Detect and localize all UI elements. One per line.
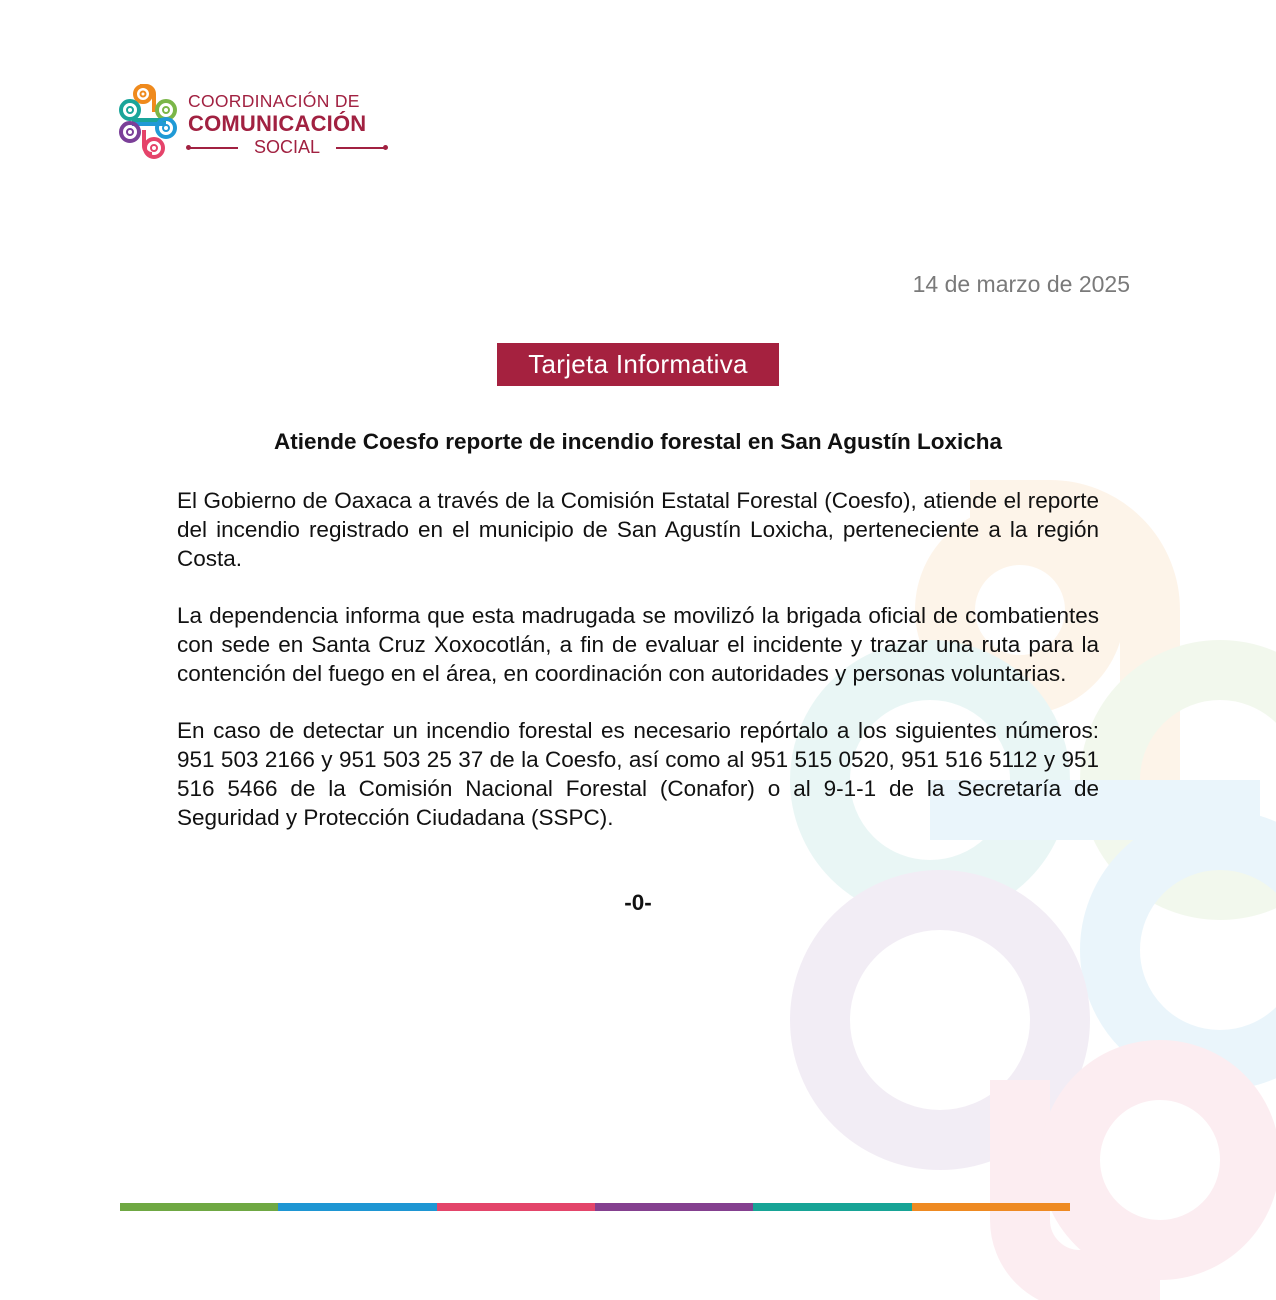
headline: Atiende Coesfo reporte de incendio forestal en San Agustín Loxicha [273,429,1003,454]
logo-line-3-text: SOCIAL [253,137,321,157]
coordinacion-logo [118,82,398,164]
color-bar-segment-purple [595,1203,753,1211]
footer-color-bar [120,1203,1070,1211]
logo-line-3 [188,136,386,158]
logo-line-1: COORDINACIÓN DE [188,91,360,111]
document-date: 14 de marzo de 2025 [912,271,1130,297]
document-type-badge: Tarjeta Informativa [497,343,779,386]
logo-mark-icon [118,82,178,162]
logo-wordmark [188,90,386,158]
end-mark: -0- [624,890,652,915]
logo-rule-left [188,147,238,149]
paragraph-1: El Gobierno de Oaxaca a través de la Comisión Estatal Forestal (Coesfo), atiende el reporte del incendio registrado en el municipio de San Agustín Loxicha, perteneciente a la región Costa. [177,488,1099,571]
logo-line-2: COMUNICACIÓN [188,111,367,136]
color-bar-segment-teal [753,1203,911,1211]
color-bar-segment-blue [278,1203,436,1211]
color-bar-segment-pink [437,1203,595,1211]
color-bar-segment-green [120,1203,278,1211]
paragraph-3: En caso de detectar un incendio forestal es necesario repórtalo a los siguientes números: 951 503 2166 y 951 503 25 37 de la Coesfo, así como al 951 515 0520, 951 516 5112 y 951 516 5466 de la Comisión Nacional Forestal (Conafor) o al 9-1-1 de la Secretaría de Seguridad y Protección Ciudadana (SSPC). [177,718,1099,830]
color-bar-segment-orange [912,1203,1070,1211]
logo-rule-right [336,147,386,149]
paragraph-2: La dependencia informa que esta madrugada se movilizó la brigada oficial de combatientes con sede en Santa Cruz Xoxocotlán, a fin de evaluar el incidente y trazar una ruta para la contención del fuego en el área, en coordinación con autoridades y personas voluntarias. [177,603,1099,686]
article-body [177,486,1099,860]
